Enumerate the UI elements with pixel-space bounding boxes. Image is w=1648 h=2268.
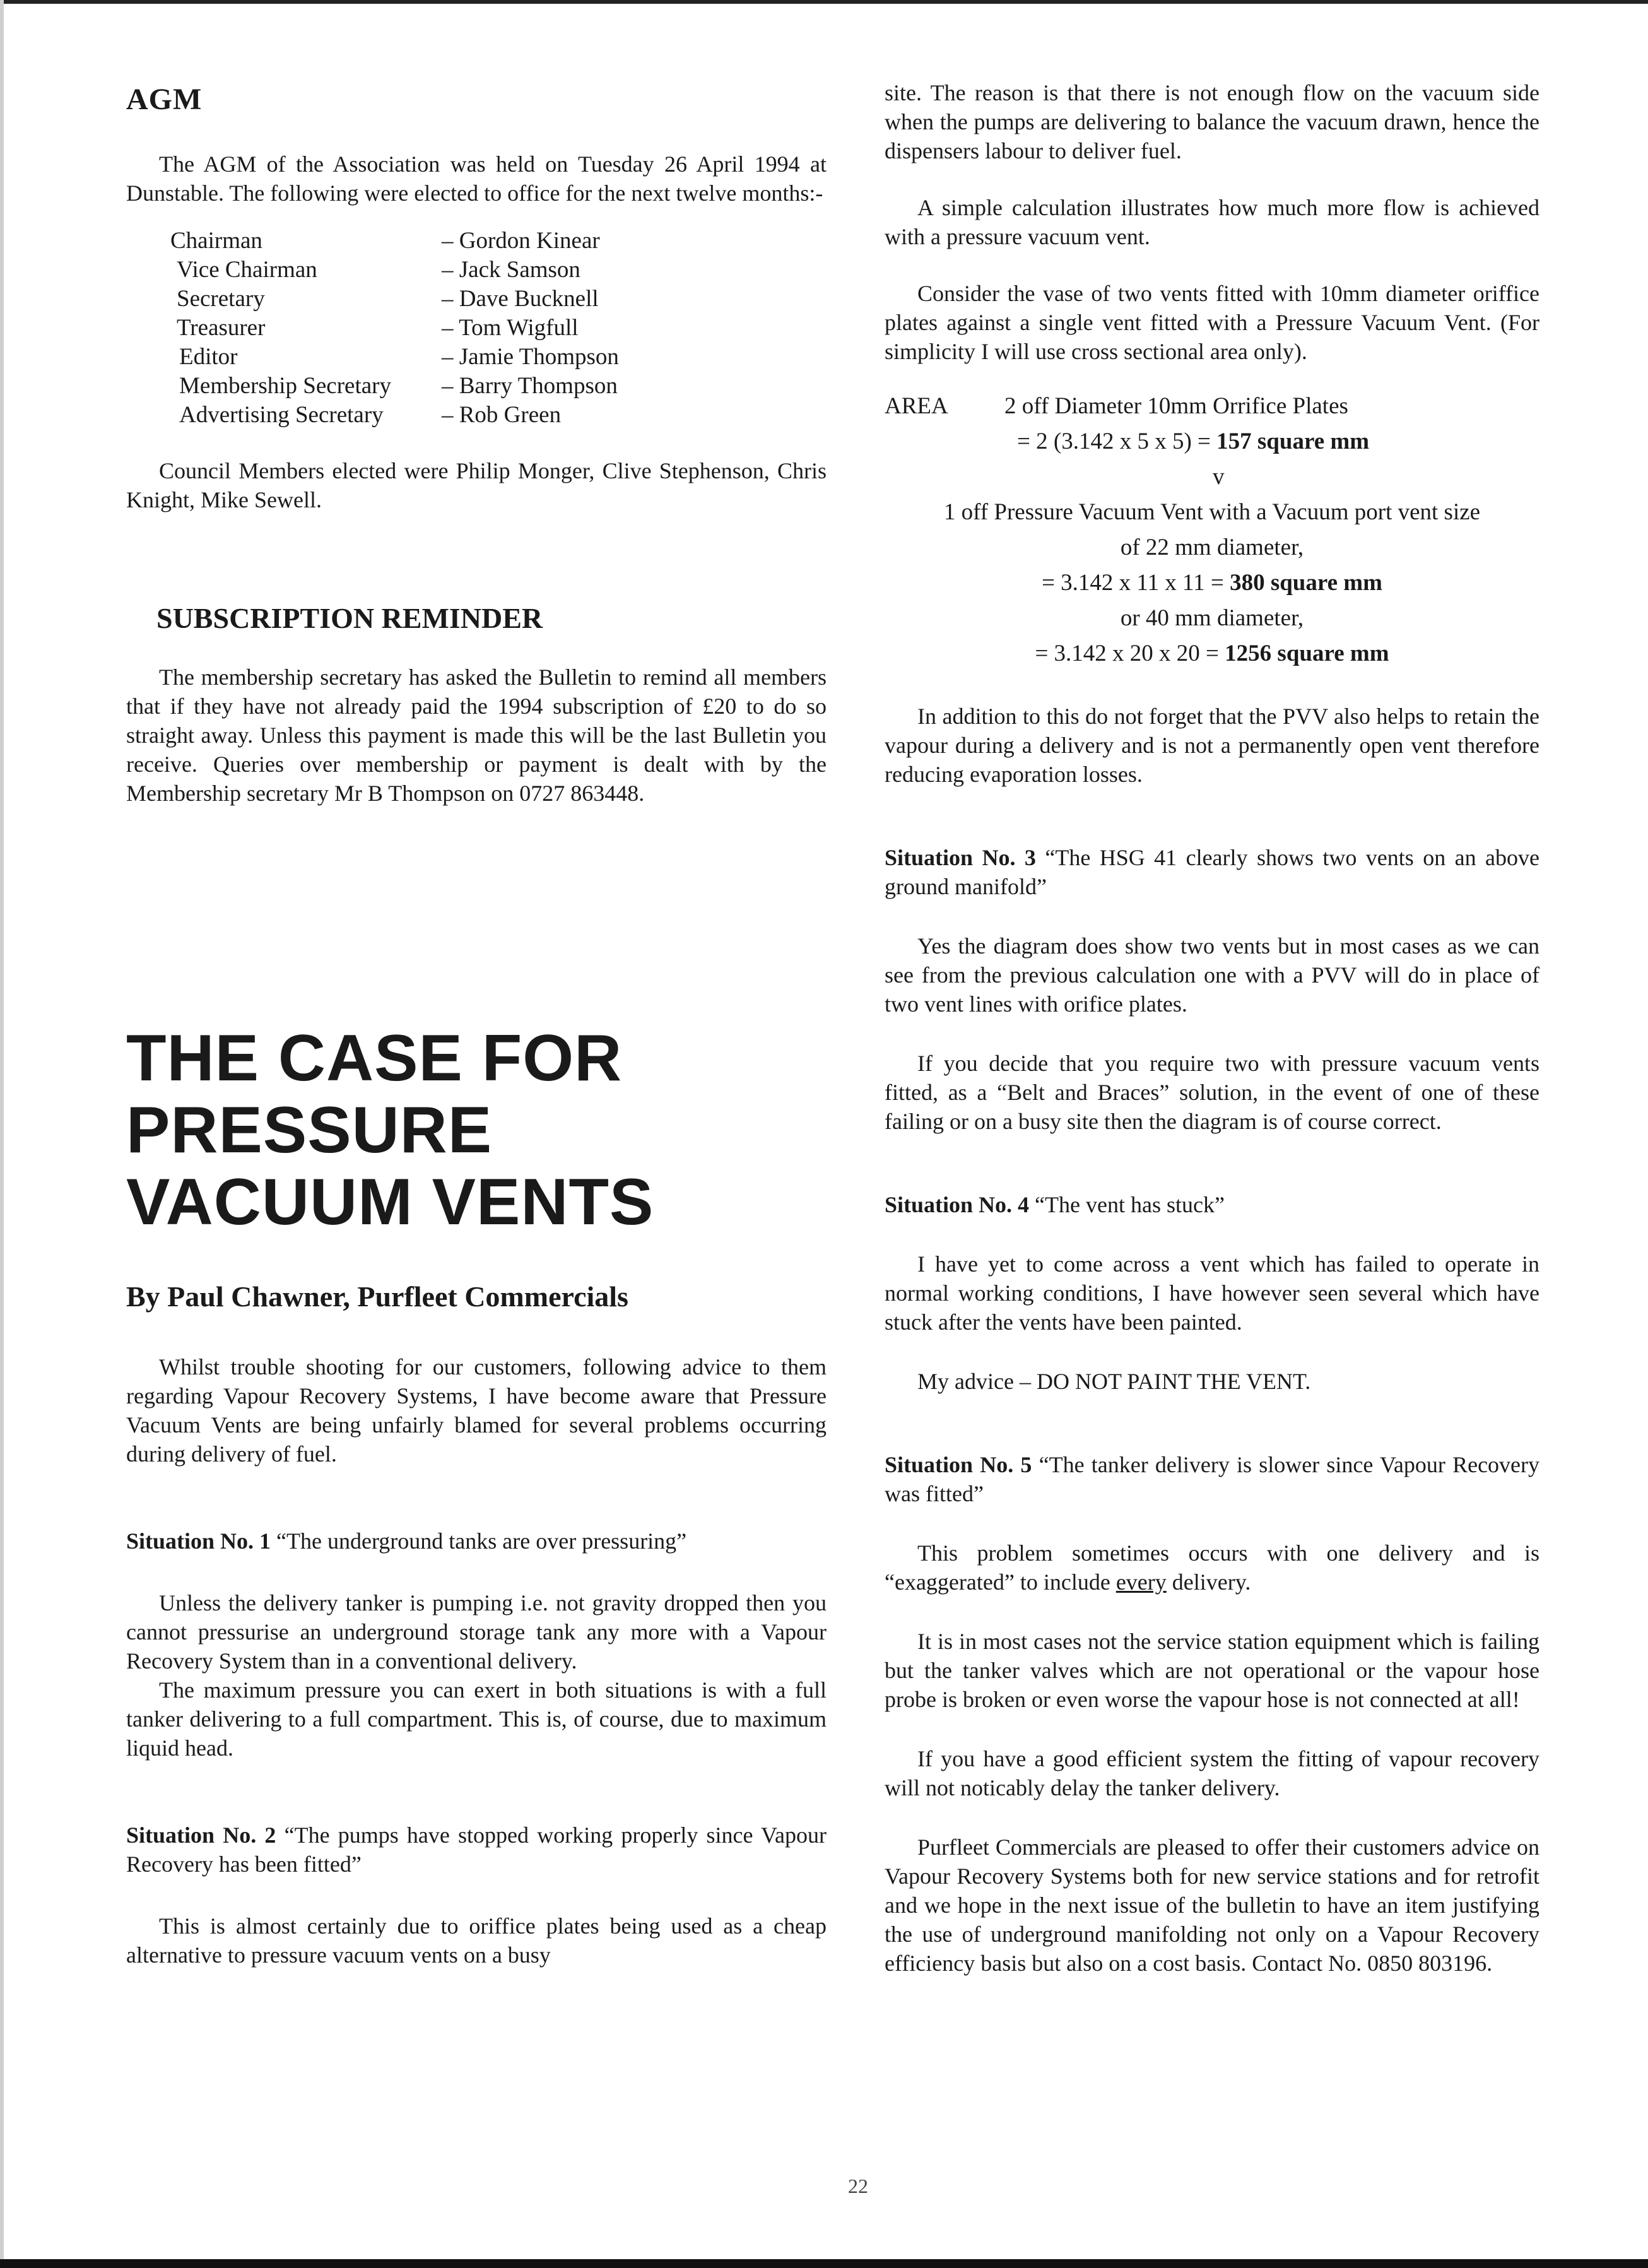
subscription-text: The membership secretary has asked the Bulletin to remind all members that if they have not already paid the 1994 subscription of £20 to do so straight away. Unless this payment is made this will be the last Bulletin you receive. Queries over membership or payment is dealt with by the Membership secretary Mr B Thompson on 0727 863448. <box>126 664 827 806</box>
officer-name: – Jamie Thompson <box>442 344 619 370</box>
officer-name: – Barry Thompson <box>442 373 618 399</box>
article-para: In addition to this do not forget that the PVV also helps to retain the vapour during a delivery and is not a permanently open vent therefore reducing evaporation losses. <box>885 704 1539 787</box>
situation-4-advice: My advice – DO NOT PAINT THE VENT. <box>917 1369 1311 1394</box>
situation-5-para: It is in most cases not the service station equipment which is failing but the tanker valves which are not operational or the vapour hose probe is broken or even worse the vapour hose is not connected at all! <box>885 1629 1539 1712</box>
officer-name: – Tom Wigfull <box>442 315 579 341</box>
subscription-heading: SUBSCRIPTION REMINDER <box>156 602 543 634</box>
officer-role: Advertising Secretary <box>179 402 384 428</box>
situation-1 <box>126 1527 827 1556</box>
officer-role: Editor <box>179 344 238 370</box>
article-title <box>126 1022 827 1238</box>
calc-line: of 22 mm diameter, <box>1120 535 1304 560</box>
situation-5-para: If you have a good efficient system the fitting of vapour recovery will not noticably delay the tanker delivery. <box>885 1746 1539 1800</box>
situation-2-quote: “The pumps have stopped working properly since Vapour Recovery has been fitted” <box>126 1822 827 1877</box>
calc-versus <box>885 459 1539 495</box>
calc-line: = 3.142 x 11 x 11 = <box>1042 570 1230 596</box>
sit5-text: This problem sometimes occurs with one delivery and is “exaggerated” to include <box>885 1540 1539 1595</box>
article-byline: By Paul Chawner, Purfleet Commercials <box>126 1280 628 1313</box>
article-para: A simple calculation illustrates how much more flow is achieved with a pressure vacuum vent. <box>885 195 1539 249</box>
officers-list <box>170 227 827 430</box>
officer-name: – Dave Bucknell <box>442 286 599 312</box>
calc-row-7 <box>885 636 1539 671</box>
sit5-emphasis: every <box>1115 1569 1167 1595</box>
calc-result: 1256 square mm <box>1225 641 1389 666</box>
article-intro: Whilst trouble shooting for our customers, following advice to them regarding Vapour Recovery Systems, I have become aware that Pressure Vacuum Vents are being unfairly blamed for several problems occurring during delivery of fuel. <box>126 1354 827 1467</box>
situation-4-para: I have yet to come across a vent which has failed to operate in normal working conditions, I have however seen several which have stuck after the vents have been painted. <box>885 1251 1539 1335</box>
bottom-rule <box>0 2259 1648 2268</box>
officer-name: – Jack Samson <box>442 257 580 283</box>
situation-3-quote: “The HSG 41 clearly shows two vents on an above ground manifold” <box>885 845 1540 899</box>
article-continued-para: site. The reason is that there is not enough flow on the vacuum side when the pumps are delivering to balance the vacuum drawn, hence the dispensers labour to deliver fuel. <box>885 80 1539 163</box>
situation-1-para: The maximum pressure you can exert in both situations is with a full tanker delivering to a full compartment. This is, of course, due to maximum liquid head. <box>126 1677 827 1761</box>
calc-line: = 2 (3.142 x 5 x 5) = <box>1017 428 1217 454</box>
officer-name: – Rob Green <box>442 402 562 428</box>
situation-5-label: Situation No. 5 <box>885 1452 1032 1477</box>
article-title-line: THE CASE FOR <box>126 1022 623 1095</box>
situation-2-para: This is almost certainly due to oriffice plates being used as a cheap alternative to pressure vacuum vents on a busy <box>126 1913 827 1968</box>
calc-result: 157 square mm <box>1216 428 1370 454</box>
calc-line: or 40 mm diameter, <box>1120 605 1304 631</box>
situation-5-para <box>885 1539 1539 1597</box>
situation-4-label: Situation No. 4 <box>885 1192 1030 1217</box>
officer-role: Vice Chairman <box>177 257 317 283</box>
situation-2-label: Situation No. 2 <box>126 1822 276 1848</box>
officer-role: Secretary <box>177 286 265 312</box>
situation-1-para: Unless the delivery tanker is pumping i.e. not gravity dropped then you cannot pressurise an underground storage tank any more with a Vapour Recovery System than in a conventional delivery. <box>126 1590 827 1674</box>
article-title-line: PRESSURE <box>126 1094 493 1167</box>
officer-role: Membership Secretary <box>179 373 391 399</box>
situation-3-para: Yes the diagram does show two vents but in most cases as we can see from the previous calculation one with a PVV will do in place of two vent lines with orifice plates. <box>885 933 1539 1017</box>
officer-name: – Gordon Kinear <box>442 228 600 254</box>
situation-5-para: Purfleet Commercials are pleased to offer their customers advice on Vapour Recovery Systems both for new service stations and for retrofit and we hope in the next issue of the bulletin to have an item justifying the use of underground manifolding not only on a Vapour Recovery efficiency basis but also on a cost basis. Contact No. 0850 803196. <box>885 1834 1539 1976</box>
right-column <box>885 76 1539 1978</box>
situation-4-quote: “The vent has stuck” <box>1035 1192 1225 1217</box>
situation-2 <box>126 1821 827 1879</box>
officer-role: Chairman <box>170 228 262 254</box>
calc-row-1 <box>885 389 1539 424</box>
agm-intro: The AGM of the Association was held on Tuesday 26 April 1994 at Dunstable. The following were elected to office for the next twelve months:- <box>126 151 827 206</box>
calc-line: 2 off Diameter 10mm Orrifice Plates <box>1004 393 1348 419</box>
left-column <box>126 76 827 1970</box>
sit5-text: delivery. <box>1166 1569 1251 1595</box>
agm-heading: AGM <box>126 83 203 116</box>
calc-line: 1 off Pressure Vacuum Vent with a Vacuum port vent size <box>943 499 1481 525</box>
top-rule <box>0 0 1648 4</box>
calc-row-2 <box>885 424 1539 459</box>
situation-5 <box>885 1450 1539 1508</box>
calc-area-label: AREA <box>885 393 948 419</box>
situation-5-quote: “The tanker delivery is slower since Vapour Recovery was fitted” <box>885 1452 1540 1506</box>
area-calculation <box>885 389 1539 671</box>
situation-1-label: Situation No. 1 <box>126 1528 271 1554</box>
left-page-edge <box>0 0 4 2268</box>
calc-result: 380 square mm <box>1230 570 1382 596</box>
situation-3-label: Situation No. 3 <box>885 845 1036 870</box>
calc-versus-text: v <box>1213 464 1225 490</box>
council-members: Council Members elected were Philip Monger, Clive Stephenson, Chris Knight, Mike Sewell. <box>126 458 827 512</box>
situation-1-quote: “The underground tanks are over pressuring” <box>276 1528 687 1554</box>
situation-3-para: If you decide that you require two with pressure vacuum vents fitted, as a “Belt and Braces” solution, in the event of one of these failing or on a busy site then the diagram is of course correct. <box>885 1051 1539 1134</box>
situation-3 <box>885 843 1539 901</box>
calc-row-5 <box>885 565 1539 601</box>
situation-4 <box>885 1190 1539 1219</box>
page-number: 22 <box>848 2175 868 2197</box>
calc-line: = 3.142 x 20 x 20 = <box>1035 641 1225 666</box>
officer-role: Treasurer <box>177 315 266 341</box>
article-para: Consider the vase of two vents fitted with 10mm diameter oriffice plates against a single vent fitted with a Pressure Vacuum Vent. (For simplicity I will use cross sectional area only). <box>885 281 1539 364</box>
article-title-line: VACUUM VENTS <box>126 1166 654 1239</box>
